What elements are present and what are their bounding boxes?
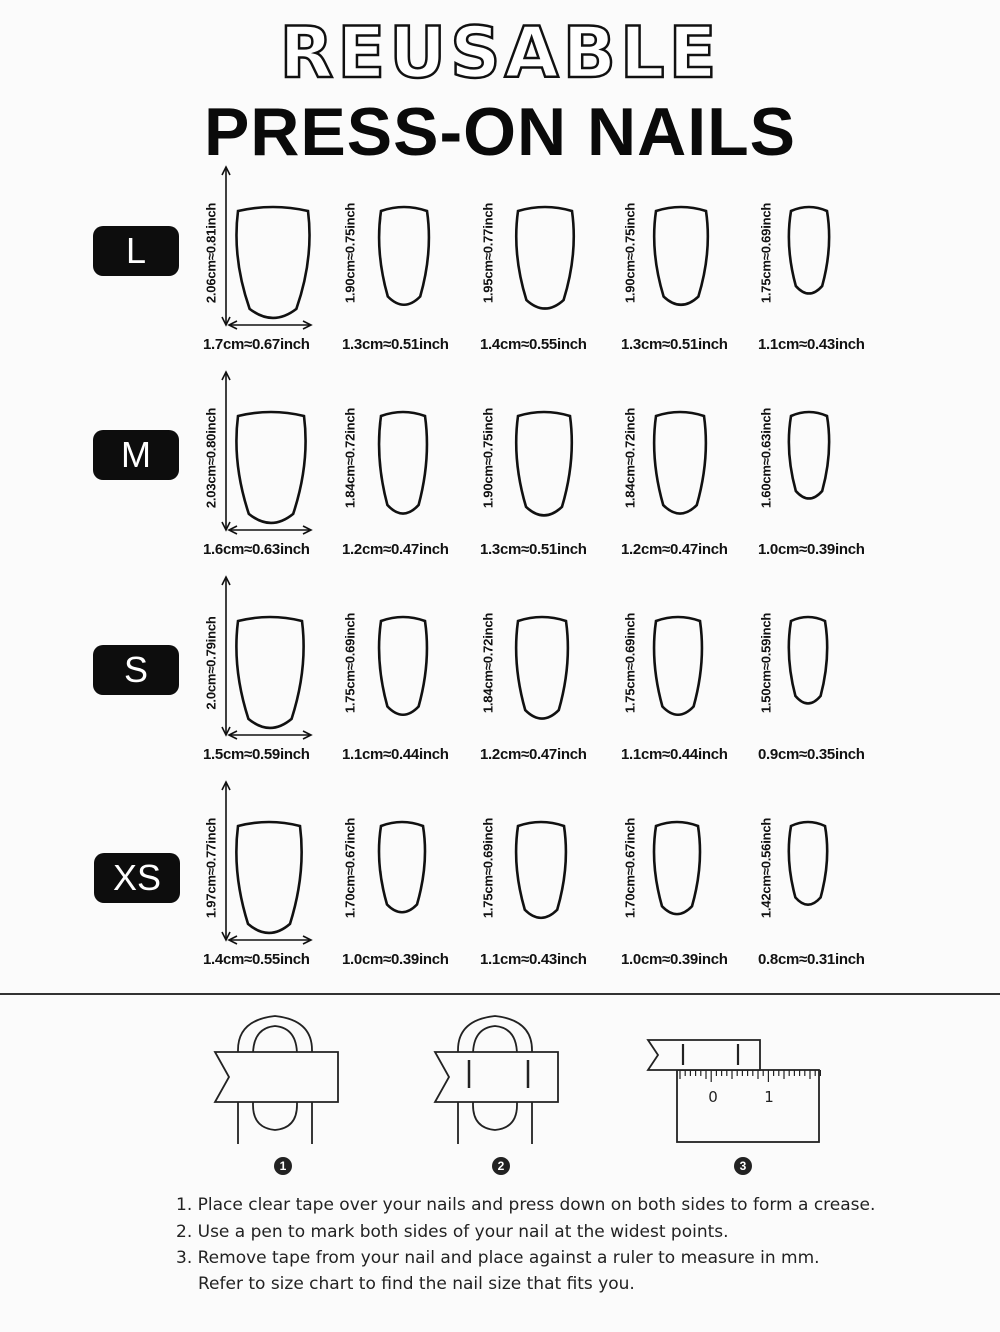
nail-width-label: 1.5cm≈0.59inch	[203, 746, 310, 763]
dimension-arrows	[215, 575, 320, 745]
nail-width-label: 1.6cm≈0.63inch	[203, 541, 310, 558]
ruler-body	[677, 1070, 819, 1142]
nail-width-label: 1.3cm≈0.51inch	[480, 541, 587, 558]
nail-width-label: 1.0cm≈0.39inch	[621, 951, 728, 968]
nail-shape	[650, 203, 712, 311]
step-number-2: 2	[492, 1157, 510, 1175]
nail-shape	[650, 408, 710, 520]
size-badge-l: L	[93, 226, 179, 276]
nail-width-label: 1.4cm≈0.55inch	[203, 951, 310, 968]
nail-width-label: 1.2cm≈0.47inch	[342, 541, 449, 558]
title-press-on-nails: PRESS-ON NAILS	[203, 94, 797, 170]
dimension-arrows	[215, 370, 320, 540]
step-number-1: 1	[274, 1157, 292, 1175]
nail-width-label: 1.3cm≈0.51inch	[621, 336, 728, 353]
nail-width-label: 1.2cm≈0.47inch	[480, 746, 587, 763]
nail-width-label: 1.2cm≈0.47inch	[621, 541, 728, 558]
nail-width-label: 1.7cm≈0.67inch	[203, 336, 310, 353]
nail-shape	[375, 203, 433, 311]
nail-length-label: 1.75cm≈0.69inch	[622, 612, 638, 714]
size-badge-s: S	[93, 645, 179, 695]
ruler-label-0: 0	[708, 1088, 718, 1106]
instruction-3: 3. Remove tape from your nail and place against a ruler to measure in mm.	[176, 1248, 820, 1268]
nail-width-label: 1.4cm≈0.55inch	[480, 336, 587, 353]
nail-length-label: 1.50cm≈0.59inch	[758, 612, 774, 714]
nail-shape	[650, 613, 706, 721]
nail-length-label: 1.70cm≈0.67inch	[342, 817, 358, 919]
nail-shape	[785, 818, 831, 910]
nail-length-label: 1.42cm≈0.56inch	[758, 817, 774, 919]
step-number-3: 3	[734, 1157, 752, 1175]
nail-length-label: 1.75cm≈0.69inch	[480, 817, 496, 919]
nail-shape	[375, 613, 431, 721]
nail-width-label: 1.1cm≈0.43inch	[758, 336, 865, 353]
dimension-arrows	[215, 780, 320, 950]
nail-width-label: 1.3cm≈0.51inch	[342, 336, 449, 353]
nail-length-label: 1.60cm≈0.63inch	[758, 407, 774, 509]
nail-width-label: 0.8cm≈0.31inch	[758, 951, 865, 968]
step-3-illustration	[640, 1030, 830, 1150]
nail-shape	[512, 408, 576, 522]
nail-length-label: 1.90cm≈0.75inch	[342, 202, 358, 304]
nail-shape	[375, 818, 429, 918]
section-divider	[0, 993, 1000, 995]
tape-strip	[648, 1040, 760, 1070]
nail-shape	[785, 408, 833, 504]
nail-length-label: 1.95cm≈0.77inch	[480, 202, 496, 304]
nail-length-label: 1.90cm≈0.75inch	[622, 202, 638, 304]
nail-length-label: 1.75cm≈0.69inch	[758, 202, 774, 304]
nail-length-label: 2.0cm≈0.79inch	[203, 616, 219, 710]
nail-length-label: 1.97cm≈0.77inch	[203, 817, 219, 919]
nail-length-label: 1.75cm≈0.69inch	[342, 612, 358, 714]
nail-length-label: 1.84cm≈0.72inch	[342, 407, 358, 509]
step-1-illustration	[205, 1010, 345, 1150]
nail-length-label: 1.70cm≈0.67inch	[622, 817, 638, 919]
dimension-arrows	[215, 165, 320, 335]
nail-width-label: 1.0cm≈0.39inch	[758, 541, 865, 558]
tape-strip	[435, 1052, 558, 1102]
nail-length-label: 1.84cm≈0.72inch	[622, 407, 638, 509]
nail-shape	[512, 818, 570, 924]
nail-shape	[785, 613, 831, 709]
instruction-1: 1. Place clear tape over your nails and press down on both sides to form a crease.	[176, 1195, 876, 1215]
size-badge-xs: XS	[94, 853, 180, 903]
tape-strip	[215, 1052, 338, 1102]
nail-length-label: 2.06cm≈0.81inch	[203, 202, 219, 304]
nail-length-label: 1.84cm≈0.72inch	[480, 612, 496, 714]
nail-shape	[512, 613, 572, 725]
nail-length-label: 1.90cm≈0.75inch	[480, 407, 496, 509]
nail-shape	[375, 408, 431, 520]
nail-shape	[785, 203, 833, 299]
nail-shape	[512, 203, 578, 315]
nail-width-label: 0.9cm≈0.35inch	[758, 746, 865, 763]
nail-width-label: 1.0cm≈0.39inch	[342, 951, 449, 968]
nail-width-label: 1.1cm≈0.43inch	[480, 951, 587, 968]
instruction-4: Refer to size chart to find the nail size that fits you.	[198, 1274, 635, 1294]
instruction-2: 2. Use a pen to mark both sides of your nail at the widest points.	[176, 1222, 729, 1242]
nail-length-label: 2.03cm≈0.80inch	[203, 407, 219, 509]
nail-width-label: 1.1cm≈0.44inch	[621, 746, 728, 763]
step-2-illustration	[425, 1010, 565, 1150]
nail-width-label: 1.1cm≈0.44inch	[342, 746, 449, 763]
title-reusable: REUSABLE	[279, 12, 721, 94]
size-badge-m: M	[93, 430, 179, 480]
ruler-label-1: 1	[764, 1088, 774, 1106]
nail-shape	[650, 818, 704, 920]
